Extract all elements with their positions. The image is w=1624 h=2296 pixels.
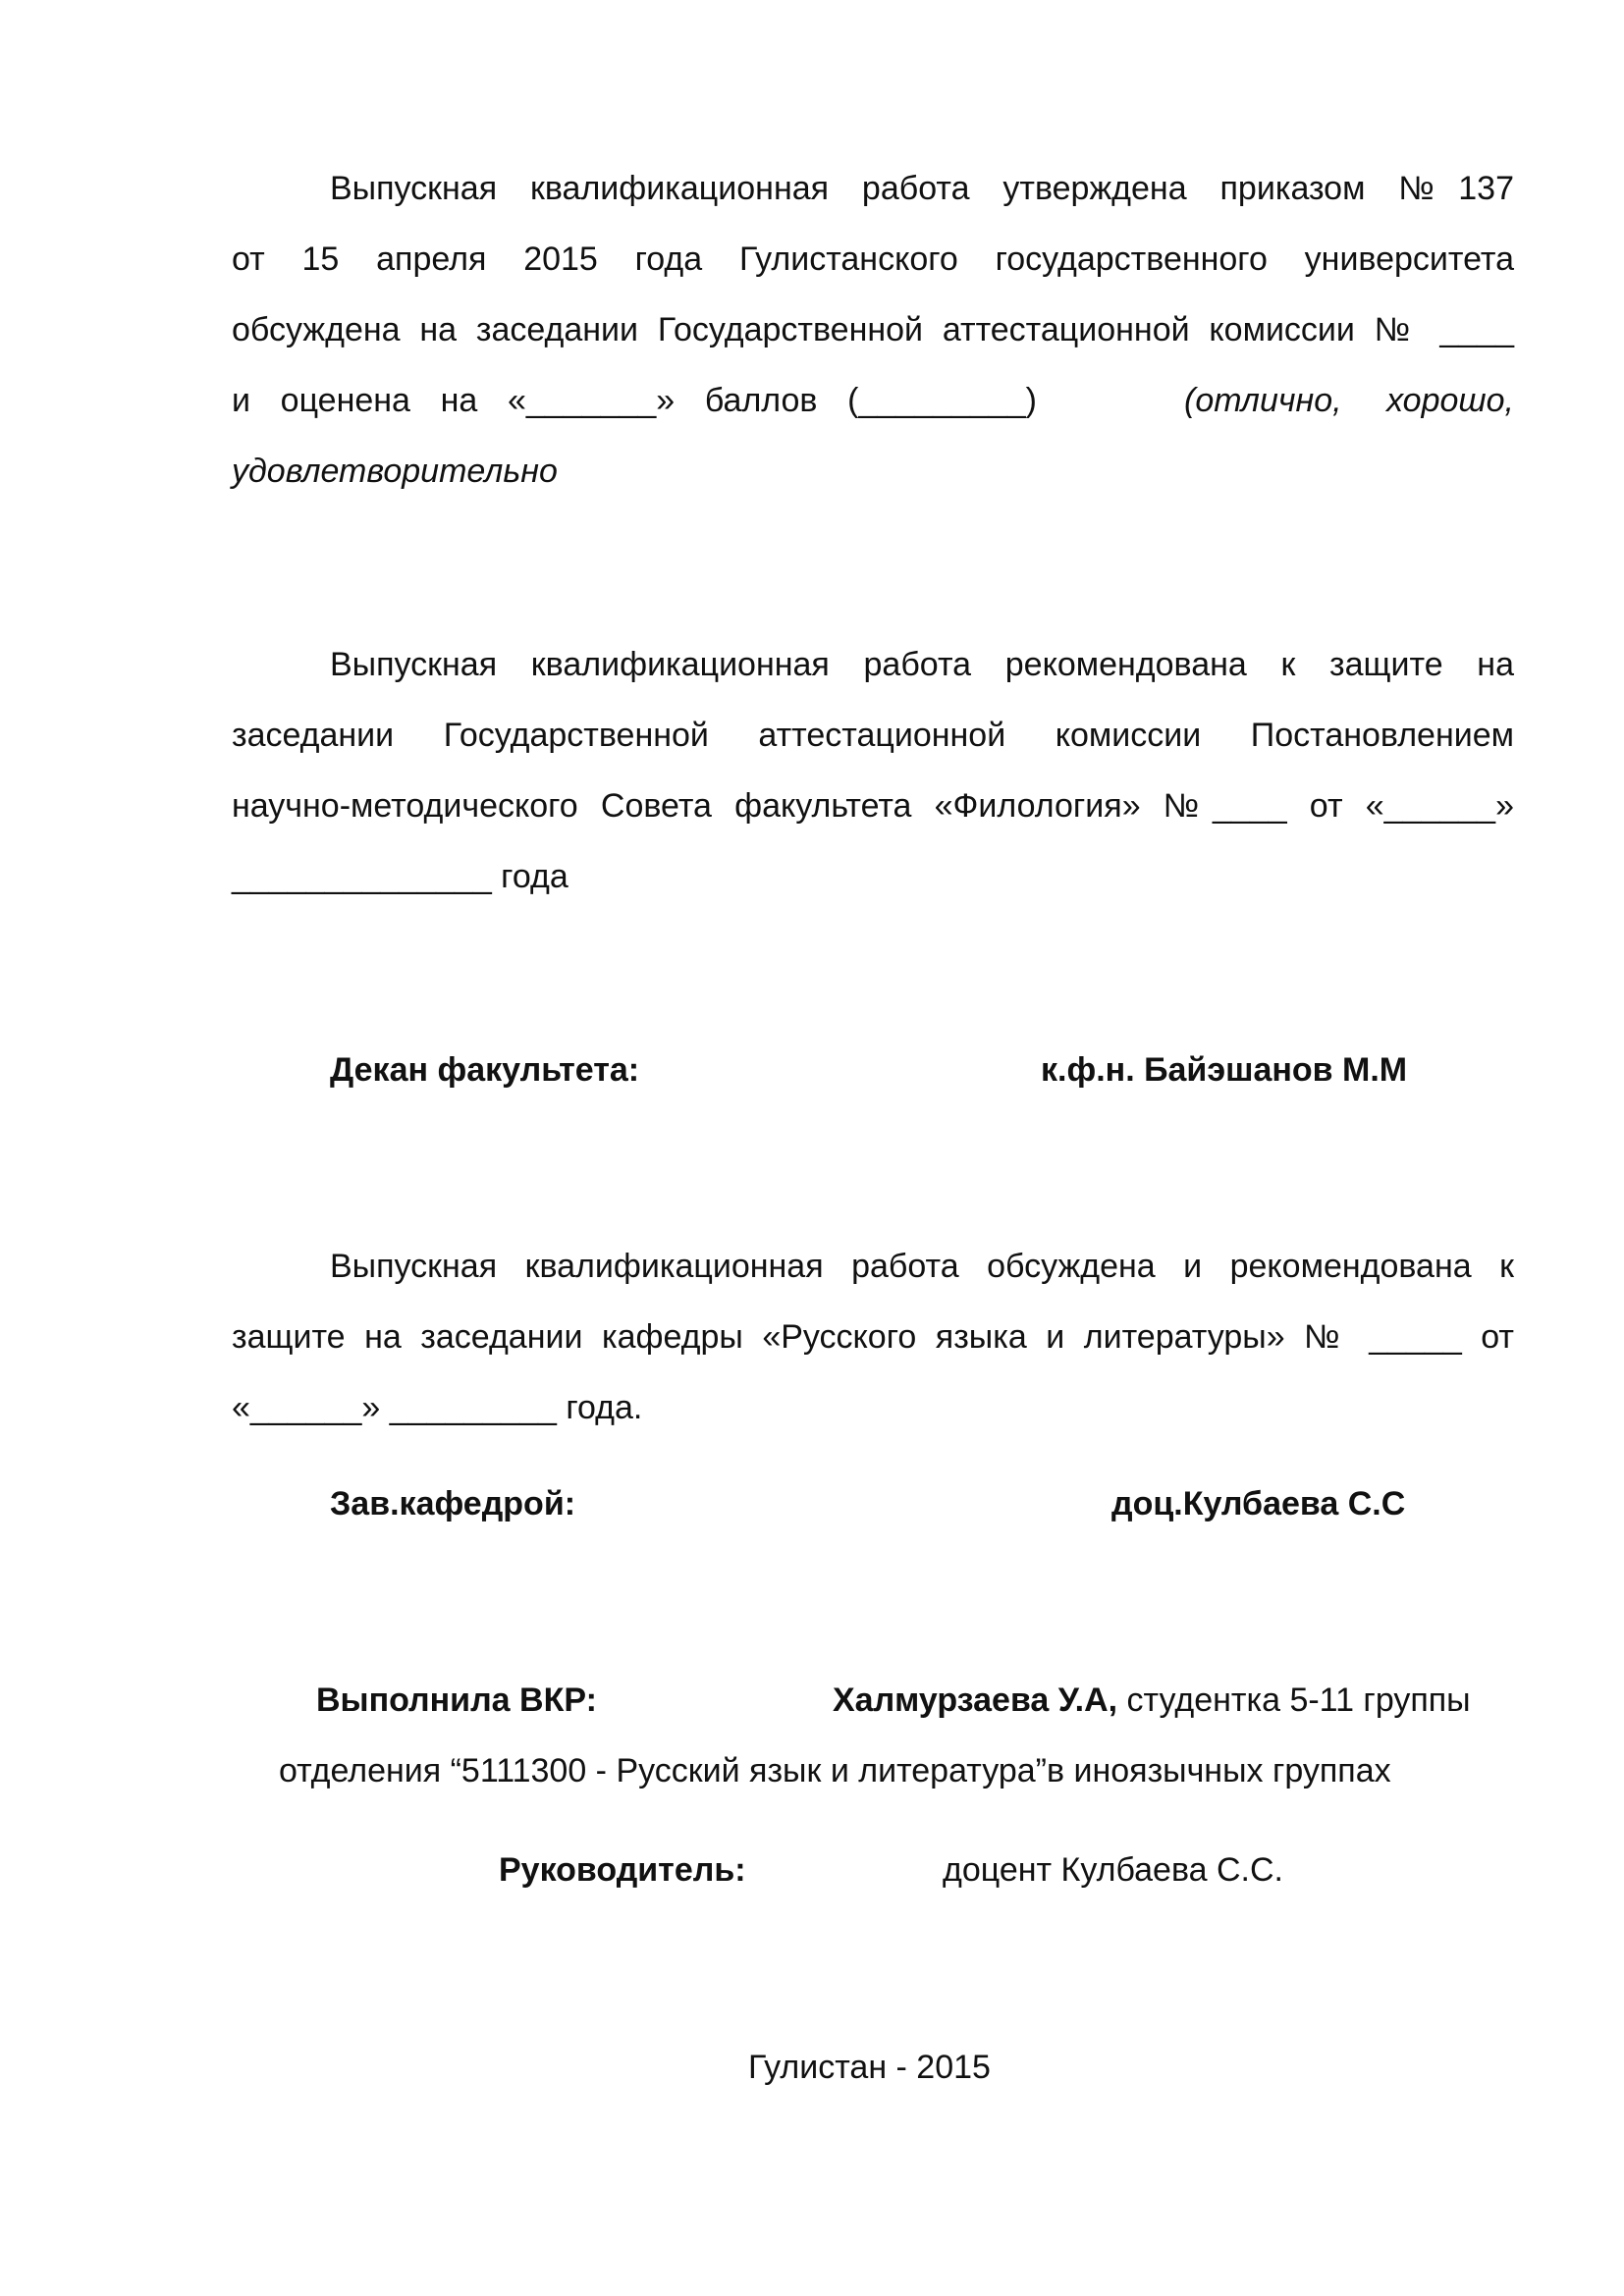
author-line-2: отделения “5111300 - Русский язык и литература”в иноязычных группах: [279, 1752, 1391, 1789]
recommend-line-1: Выпускная квалификационная работа рекомендована к защите на: [330, 646, 1514, 683]
order-line-4-left: и оценена на «_______» баллов (_________): [232, 382, 1037, 419]
author-description: студентка 5-11 группы: [1117, 1682, 1471, 1719]
recommend-line-4: ______________ года: [232, 858, 568, 895]
recommend-line-3: научно-методического Совета факультета «Филология» №____ от «______»: [232, 787, 1514, 825]
author-info: [833, 1679, 1471, 1722]
order-line-5: удовлетворительно: [232, 453, 558, 490]
department-line-2: защите на заседании кафедры «Русского языка и литературы» № _____ от: [232, 1318, 1514, 1356]
order-line-3: обсуждена на заседании Государственной аттестационной комиссии № ____: [232, 311, 1514, 348]
dean-label: Декан факультета:: [330, 1051, 640, 1089]
dean-name: к.ф.н. Байэшанов М.М: [1041, 1051, 1408, 1089]
supervisor-label: Руководитель:: [499, 1851, 746, 1889]
head-of-department-name: доц.Кулбаева С.С: [1111, 1485, 1406, 1522]
department-line-1: Выпускная квалификационная работа обсуждена и рекомендована к: [330, 1248, 1514, 1285]
order-line-2: от 15 апреля 2015 года Гулистанского государственного университета: [232, 240, 1514, 278]
head-of-department-label: Зав.кафедрой:: [330, 1485, 576, 1522]
place-year: Гулистан - 2015: [748, 2049, 991, 2086]
order-line-1: Выпускная квалификационная работа утверждена приказом №137: [330, 170, 1514, 207]
department-line-3: «______» _________ года.: [232, 1389, 643, 1426]
author-label: Выполнила ВКР:: [316, 1682, 597, 1719]
author-name: Халмурзаева У.А,: [833, 1682, 1118, 1719]
supervisor-name: доцент Кулбаева С.С.: [943, 1851, 1283, 1889]
recommend-line-2: заседании Государственной аттестационной комиссии Постановлением: [232, 717, 1514, 754]
order-line-4-right: (отлично, хорошо,: [1184, 382, 1514, 419]
